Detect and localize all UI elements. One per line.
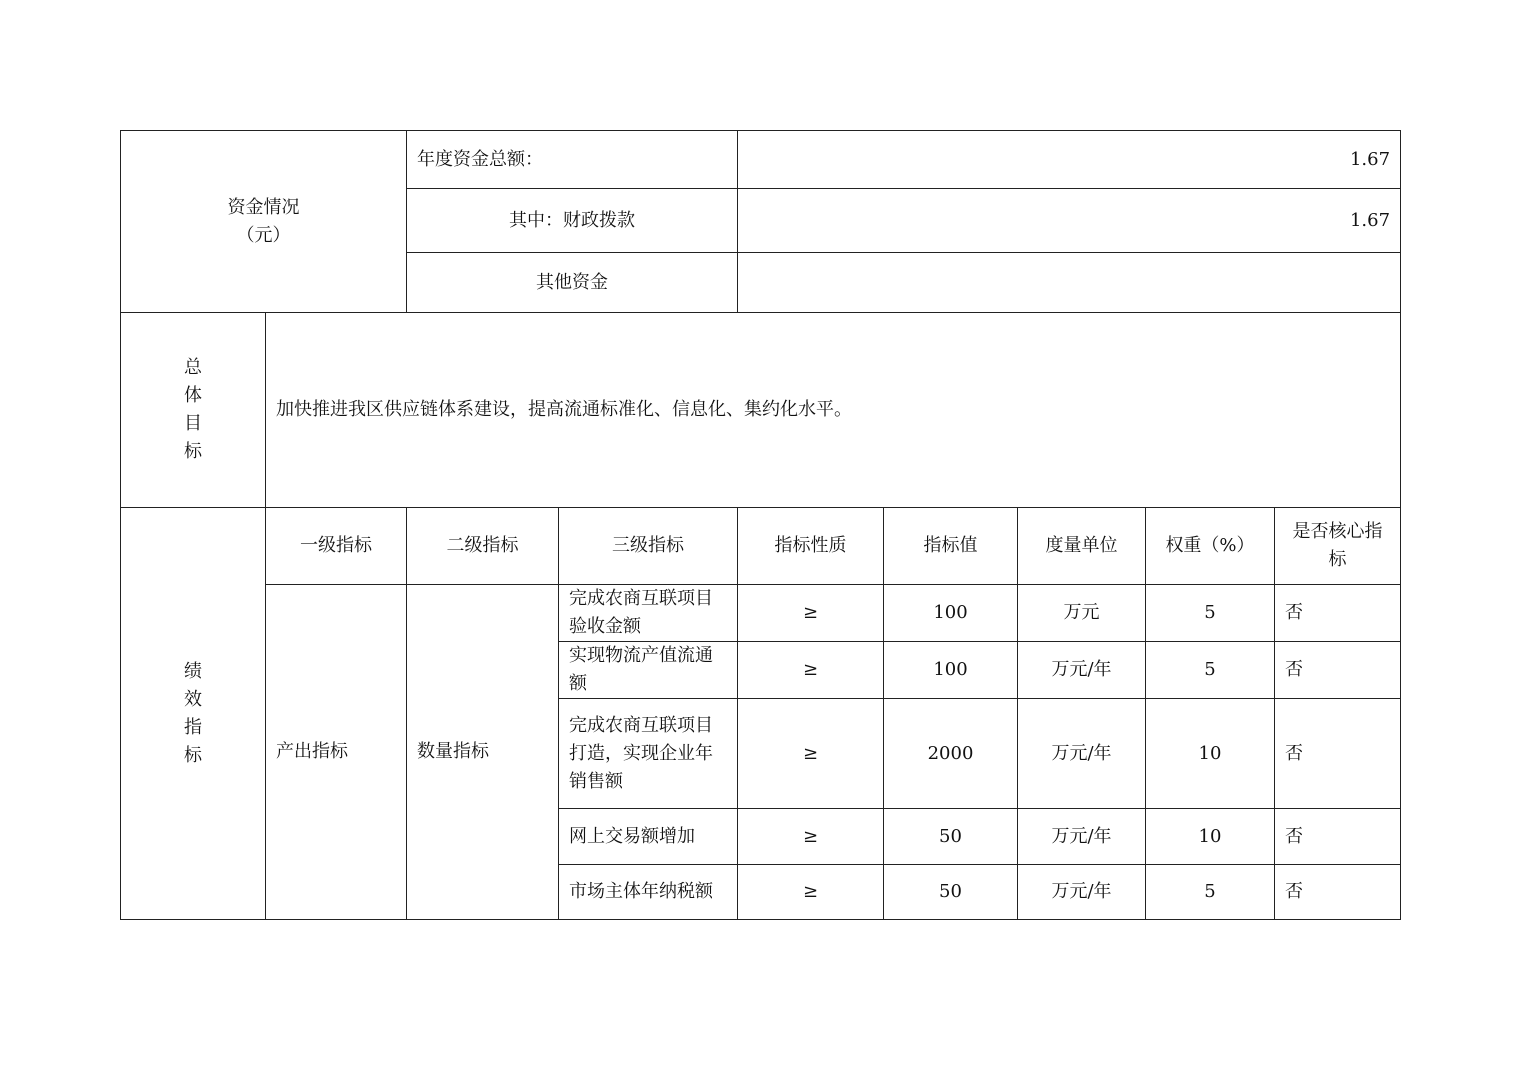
indicators-label-char: 标 — [184, 744, 202, 766]
indicator-weight: 10 — [1146, 809, 1275, 865]
header-nature: 指标性质 — [738, 508, 884, 585]
goal-row — [121, 313, 1401, 508]
indicator-value: 2000 — [884, 699, 1018, 809]
indicator-weight: 5 — [1146, 865, 1275, 920]
indicator-weight: 5 — [1146, 642, 1275, 699]
indicator-name: 实现物流产值流通额 — [559, 642, 738, 699]
goal-text: 加快推进我区供应链体系建设，提高流通标准化、信息化、集约化水平。 — [266, 313, 1401, 508]
header-level2: 二级指标 — [407, 508, 559, 585]
indicator-value: 50 — [884, 865, 1018, 920]
indicators-label-char: 指 — [184, 716, 202, 738]
funding-other-label: 其他资金 — [407, 253, 738, 313]
goal-label-char: 体 — [184, 385, 202, 406]
indicator-core: 否 — [1275, 809, 1401, 865]
indicator-value: 50 — [884, 809, 1018, 865]
indicator-nature: ≥ — [738, 642, 884, 699]
header-core: 是否核心指标 — [1275, 508, 1401, 585]
funding-row-total — [121, 131, 1401, 189]
funding-other-value — [738, 253, 1401, 313]
funding-fiscal-value: 1.67 — [738, 189, 1401, 253]
indicator-weight: 10 — [1146, 699, 1275, 809]
funding-label-line1: 资金情况 — [227, 196, 300, 218]
goal-label-char: 目 — [184, 413, 202, 434]
indicator-value: 100 — [884, 585, 1018, 642]
goal-label — [121, 313, 266, 508]
indicators-label-char: 绩 — [184, 660, 202, 682]
indicator-name: 完成农商互联项目验收金额 — [559, 585, 738, 642]
level2-cell: 数量指标 — [407, 585, 559, 920]
goal-label-char: 标 — [184, 441, 202, 462]
indicators-label-char: 效 — [184, 688, 202, 710]
indicator-nature: ≥ — [738, 585, 884, 642]
funding-total-value: 1.67 — [738, 131, 1401, 189]
table-row — [121, 585, 1401, 642]
indicator-name: 完成农商互联项目打造，实现企业年销售额 — [559, 699, 738, 809]
indicators-label — [121, 508, 266, 920]
indicator-nature: ≥ — [738, 699, 884, 809]
indicator-unit: 万元/年 — [1018, 865, 1146, 920]
indicator-unit: 万元/年 — [1018, 699, 1146, 809]
indicator-nature: ≥ — [738, 865, 884, 920]
indicator-name: 市场主体年纳税额 — [559, 865, 738, 920]
indicator-unit: 万元 — [1018, 585, 1146, 642]
funding-fiscal-label: 其中：财政拨款 — [407, 189, 738, 253]
level1-cell: 产出指标 — [266, 585, 407, 920]
header-value: 指标值 — [884, 508, 1018, 585]
header-weight: 权重（%） — [1146, 508, 1275, 585]
indicator-core: 否 — [1275, 585, 1401, 642]
funding-section-label — [121, 131, 407, 313]
indicator-core: 否 — [1275, 699, 1401, 809]
indicator-value: 100 — [884, 642, 1018, 699]
goal-label-char: 总 — [184, 357, 202, 378]
indicator-core: 否 — [1275, 865, 1401, 920]
indicator-core: 否 — [1275, 642, 1401, 699]
indicator-unit: 万元/年 — [1018, 809, 1146, 865]
header-level1: 一级指标 — [266, 508, 407, 585]
performance-table — [120, 130, 1401, 920]
funding-label-line2: （元） — [236, 224, 291, 246]
indicator-name: 网上交易额增加 — [559, 809, 738, 865]
indicator-unit: 万元/年 — [1018, 642, 1146, 699]
indicator-weight: 5 — [1146, 585, 1275, 642]
funding-total-label: 年度资金总额： — [407, 131, 738, 189]
indicator-nature: ≥ — [738, 809, 884, 865]
header-unit: 度量单位 — [1018, 508, 1146, 585]
header-level3: 三级指标 — [559, 508, 738, 585]
indicator-header-row — [121, 508, 1401, 585]
